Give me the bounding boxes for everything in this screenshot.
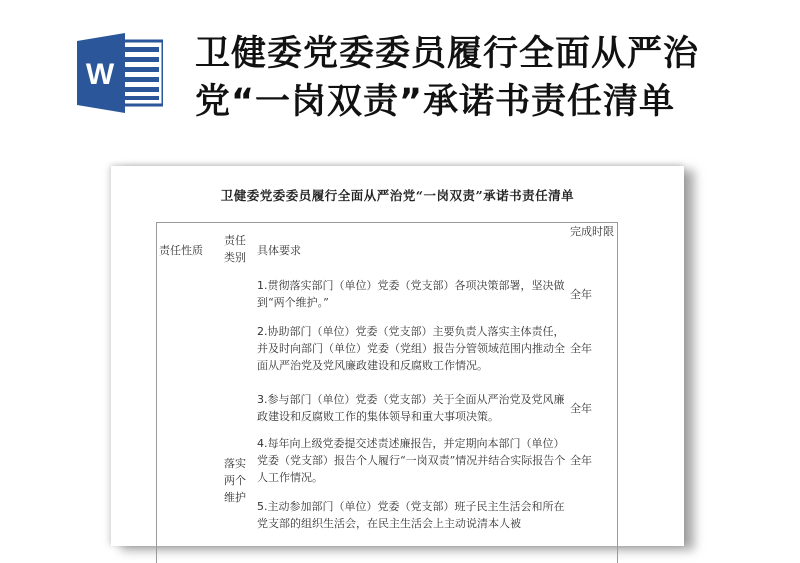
requirement-row-5: [257, 498, 572, 532]
row-number: 5.: [257, 500, 268, 513]
header-requirements: 具体要求: [257, 244, 301, 257]
document-page: [111, 166, 684, 546]
banner: [0, 0, 800, 140]
requirement-row-2: [257, 323, 572, 374]
header-nature: 责任性质: [159, 244, 203, 257]
responsibility-table: [156, 222, 618, 563]
row-text: 每年向上级党委提交述责述廉报告，并定期向本部门（单位）党委（党支部）报告个人履行“一岗双责”情况并结合实际报告个人工作情况。: [257, 437, 566, 484]
row-text: 主动参加部门（单位）党委（党支部）班子民主生活会和所在党支部的组织生活会，在民主生活会上主动说清本人被: [257, 500, 565, 530]
row-text: 协助部门（单位）党委（党支部）主要负责人落实主体责任，并及时向部门（单位）党委（党组）报告分管领域范围内推动全面从严治党及党风廉政建设和反腐败工作情况。: [257, 325, 565, 372]
deadline-row-3: 全年: [570, 402, 592, 415]
requirement-row-3: [257, 391, 572, 425]
row-number: 4.: [257, 437, 268, 450]
deadline-row-1: 全年: [570, 288, 592, 301]
row-number: 2.: [257, 325, 268, 338]
row-number: 3.: [257, 393, 268, 406]
row-number: 1.: [257, 279, 268, 292]
row-text: 贯彻落实部门（单位）党委（党支部）各项决策部署，坚决做到“两个维护。”: [257, 279, 565, 309]
header-deadline: 完成时限: [570, 225, 614, 238]
word-document-icon: [77, 33, 163, 113]
row-text: 参与部门（单位）党委（党支部）关于全面从严治党及党风廉政建设和反腐败工作的集体领导和重大事项决策。: [257, 393, 565, 423]
deadline-row-4: 全年: [570, 454, 592, 467]
header-category: 责任类别: [224, 234, 246, 264]
banner-title: [195, 30, 755, 126]
svg-text:W: W: [85, 58, 115, 91]
category-cell: 落实两个维护: [224, 457, 246, 504]
document-title: 卫健委党委委员履行全面从严治党“一岗双责”承诺书责任清单: [220, 188, 575, 203]
requirement-row-4: [257, 435, 572, 486]
banner-title-line1: 卫健委党委委员履行全面从严治: [195, 34, 700, 74]
banner-title-line2: 党“一岗双责”承诺书责任清单: [195, 82, 676, 122]
requirement-row-1: [257, 277, 572, 311]
deadline-row-2: 全年: [570, 342, 592, 355]
